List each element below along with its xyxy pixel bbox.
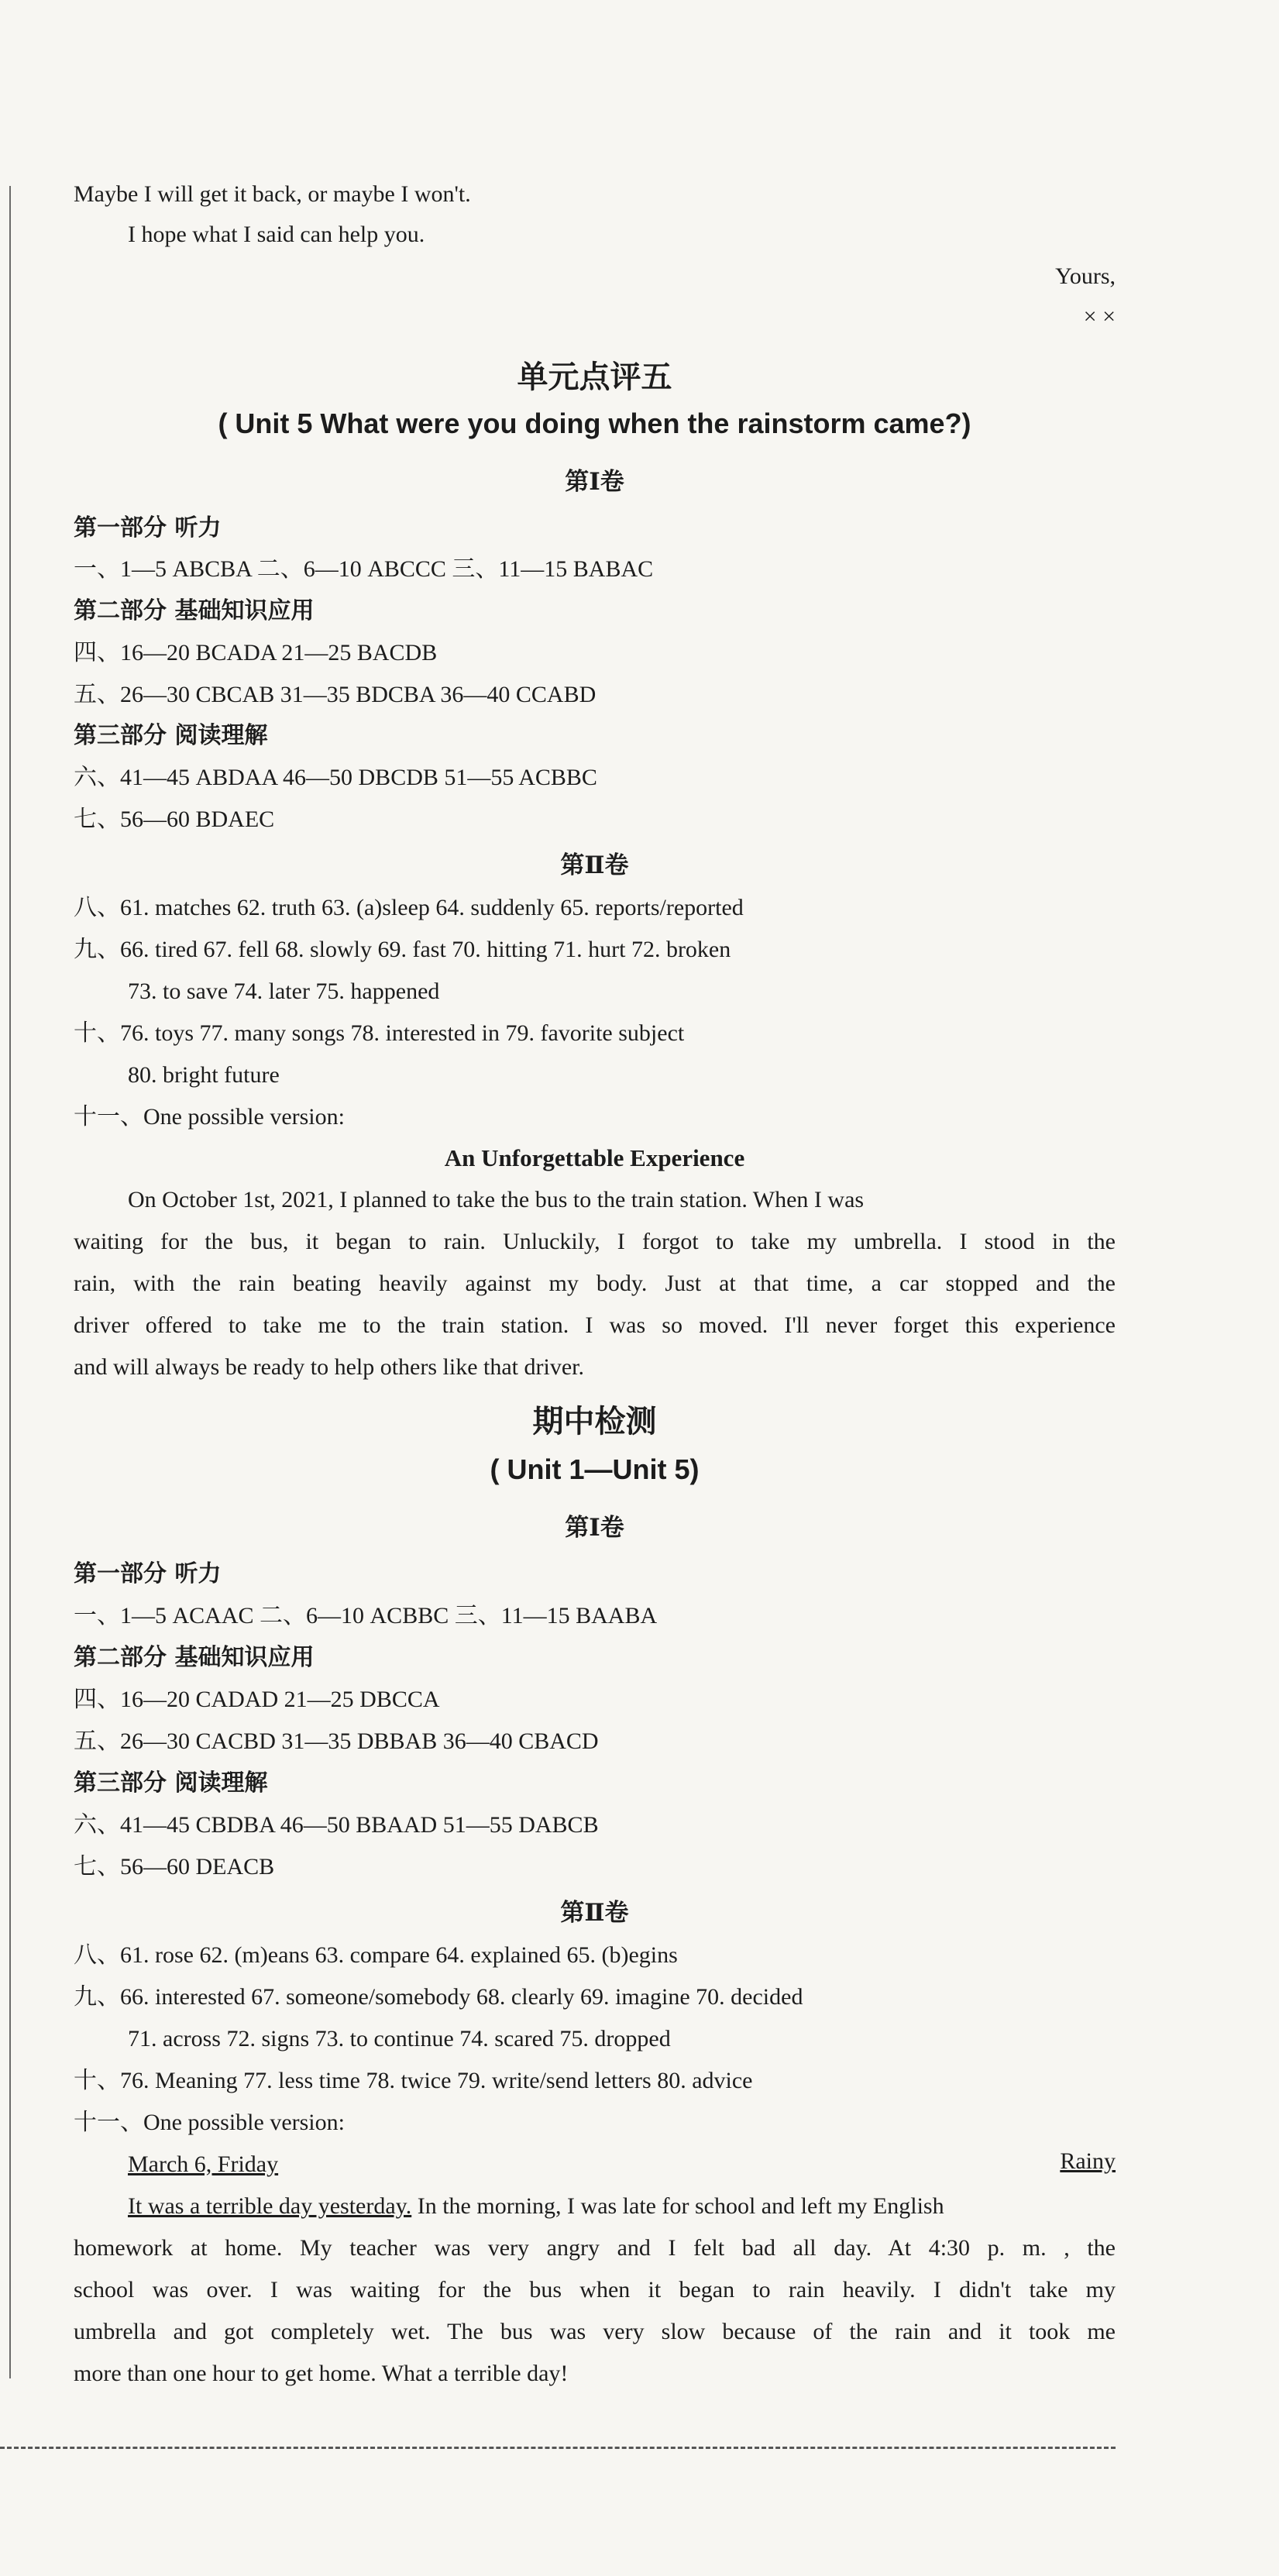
midterm-title: 期中检测 (532, 1404, 657, 1439)
midterm-answers-6: 八、61. rose 62. (m)eans 63. compare 64. explained 65. (b)egins (74, 1942, 678, 1968)
midterm-part1-heading: 第一部分 听力 (74, 1560, 222, 1587)
diary-date: March 6, Friday (128, 2151, 279, 2177)
unit5-answers-3: 五、26—30 CBCAB 31—35 BDCBA 36—40 CCABD (74, 682, 597, 707)
unit5-part2-heading: 第二部分 基础知识应用 (74, 597, 315, 624)
midterm-part2-heading: 第二部分 基础知识应用 (74, 1644, 315, 1671)
letter-line-2: I hope what I said can help you. (128, 222, 425, 247)
midterm-volume-1: 第Ⅰ卷 (565, 1514, 624, 1542)
unit5-subtitle: ( Unit 5 What were you doing when the rainstorm came?) (218, 408, 971, 439)
diary-line-1-rest: In the morning, I was late for school and left my English (411, 2193, 944, 2219)
unit5-title: 单元点评五 (517, 359, 672, 395)
diary-line-2: homework at home. My teacher was very angry and I felt bad all day. At 4:30 p. m. , the (74, 2235, 1116, 2261)
diary-line-4: umbrella and got completely wet. The bus was very slow because of the rain and it took me (74, 2319, 1116, 2344)
diary-weather: Rainy (1060, 2148, 1116, 2174)
unit5-part3-heading: 第三部分 阅读理解 (74, 722, 268, 749)
unit5-answers-10: 80. bright future (128, 1062, 280, 1088)
midterm-answers-3: 五、26—30 CACBD 31—35 DBBAB 36—40 CBACD (74, 1728, 599, 1754)
unit5-essay-line-5: and will always be ready to help others like that driver. (74, 1354, 584, 1380)
unit5-essay-line-1: On October 1st, 2021, I planned to take the bus to the train station. When I was (128, 1187, 865, 1212)
unit5-answers-4: 六、41—45 ABDAA 46—50 DBCDB 51—55 ACBBC (74, 765, 597, 790)
unit5-answers-9: 十、76. toys 77. many songs 78. interested in 79. favorite subject (74, 1020, 685, 1046)
bottom-dashed-divider (0, 2447, 1116, 2449)
unit5-answers-2: 四、16—20 BCADA 21—25 BACDB (74, 640, 438, 665)
midterm-answers-1: 一、1—5 ACAAC 二、6—10 ACBBC 三、11—15 BAABA (74, 1603, 658, 1628)
unit5-answers-8: 73. to save 74. later 75. happened (128, 978, 440, 1004)
midterm-answers-2: 四、16—20 CADAD 21—25 DBCCA (74, 1687, 440, 1712)
midterm-volume-2: 第Ⅱ卷 (560, 1899, 629, 1927)
unit5-answers-1: 一、1—5 ABCBA 二、6—10 ABCCC 三、11—15 BABAC (74, 556, 654, 582)
letter-signature: × × (1083, 304, 1116, 329)
unit5-part1-heading: 第一部分 听力 (74, 514, 222, 542)
letter-closing: Yours, (1055, 263, 1116, 289)
midterm-answers-4: 六、41—45 CBDBA 46—50 BBAAD 51—55 DABCB (74, 1812, 599, 1838)
unit5-essay-line-3: rain, with the rain beating heavily against my body. Just at that time, a car stopped and the (74, 1271, 1116, 1296)
letter-line-1: Maybe I will get it back, or maybe I won't. (74, 181, 471, 207)
diary-line-3: school was over. I was waiting for the bus when it began to rain heavily. I didn't take my (74, 2277, 1116, 2303)
diary-topic-sentence: It was a terrible day yesterday. (128, 2193, 412, 2219)
unit5-answers-5: 七、56—60 BDAEC (74, 807, 275, 832)
unit5-essay-title: An Unforgettable Experience (444, 1144, 745, 1171)
diary-line-5: more than one hour to get home. What a terrible day! (74, 2361, 569, 2386)
midterm-answers-7: 九、66. interested 67. someone/somebody 68. clearly 69. imagine 70. decided (74, 1984, 803, 2010)
diary-line-1 (128, 2189, 944, 2223)
unit5-volume-1: 第Ⅰ卷 (565, 468, 624, 496)
unit5-answers-6: 八、61. matches 62. truth 63. (a)sleep 64. suddenly 65. reports/reported (74, 895, 744, 920)
midterm-part3-heading: 第三部分 阅读理解 (74, 1769, 268, 1797)
midterm-answers-9: 十、76. Meaning 77. less time 78. twice 79. write/send letters 80. advice (74, 2068, 753, 2093)
unit5-answers-7: 九、66. tired 67. fell 68. slowly 69. fast 70. hitting 71. hurt 72. broken (74, 937, 731, 962)
midterm-answers-10: 十一、One possible version: (74, 2110, 345, 2135)
unit5-essay-line-2: waiting for the bus, it began to rain. Unluckily, I forgot to take my umbrella. I stood in the (74, 1229, 1116, 1254)
unit5-essay-line-4: driver offered to take me to the train station. I was so moved. I'll never forget this experience (74, 1312, 1116, 1338)
left-margin-line (9, 186, 11, 2378)
midterm-subtitle: ( Unit 1—Unit 5) (490, 1453, 700, 1485)
midterm-answers-8: 71. across 72. signs 73. to continue 74. scared 75. dropped (128, 2026, 671, 2052)
unit5-answers-11: 十一、One possible version: (74, 1104, 345, 1130)
midterm-answers-5: 七、56—60 DEACB (74, 1854, 275, 1880)
unit5-volume-2: 第Ⅱ卷 (560, 851, 629, 879)
